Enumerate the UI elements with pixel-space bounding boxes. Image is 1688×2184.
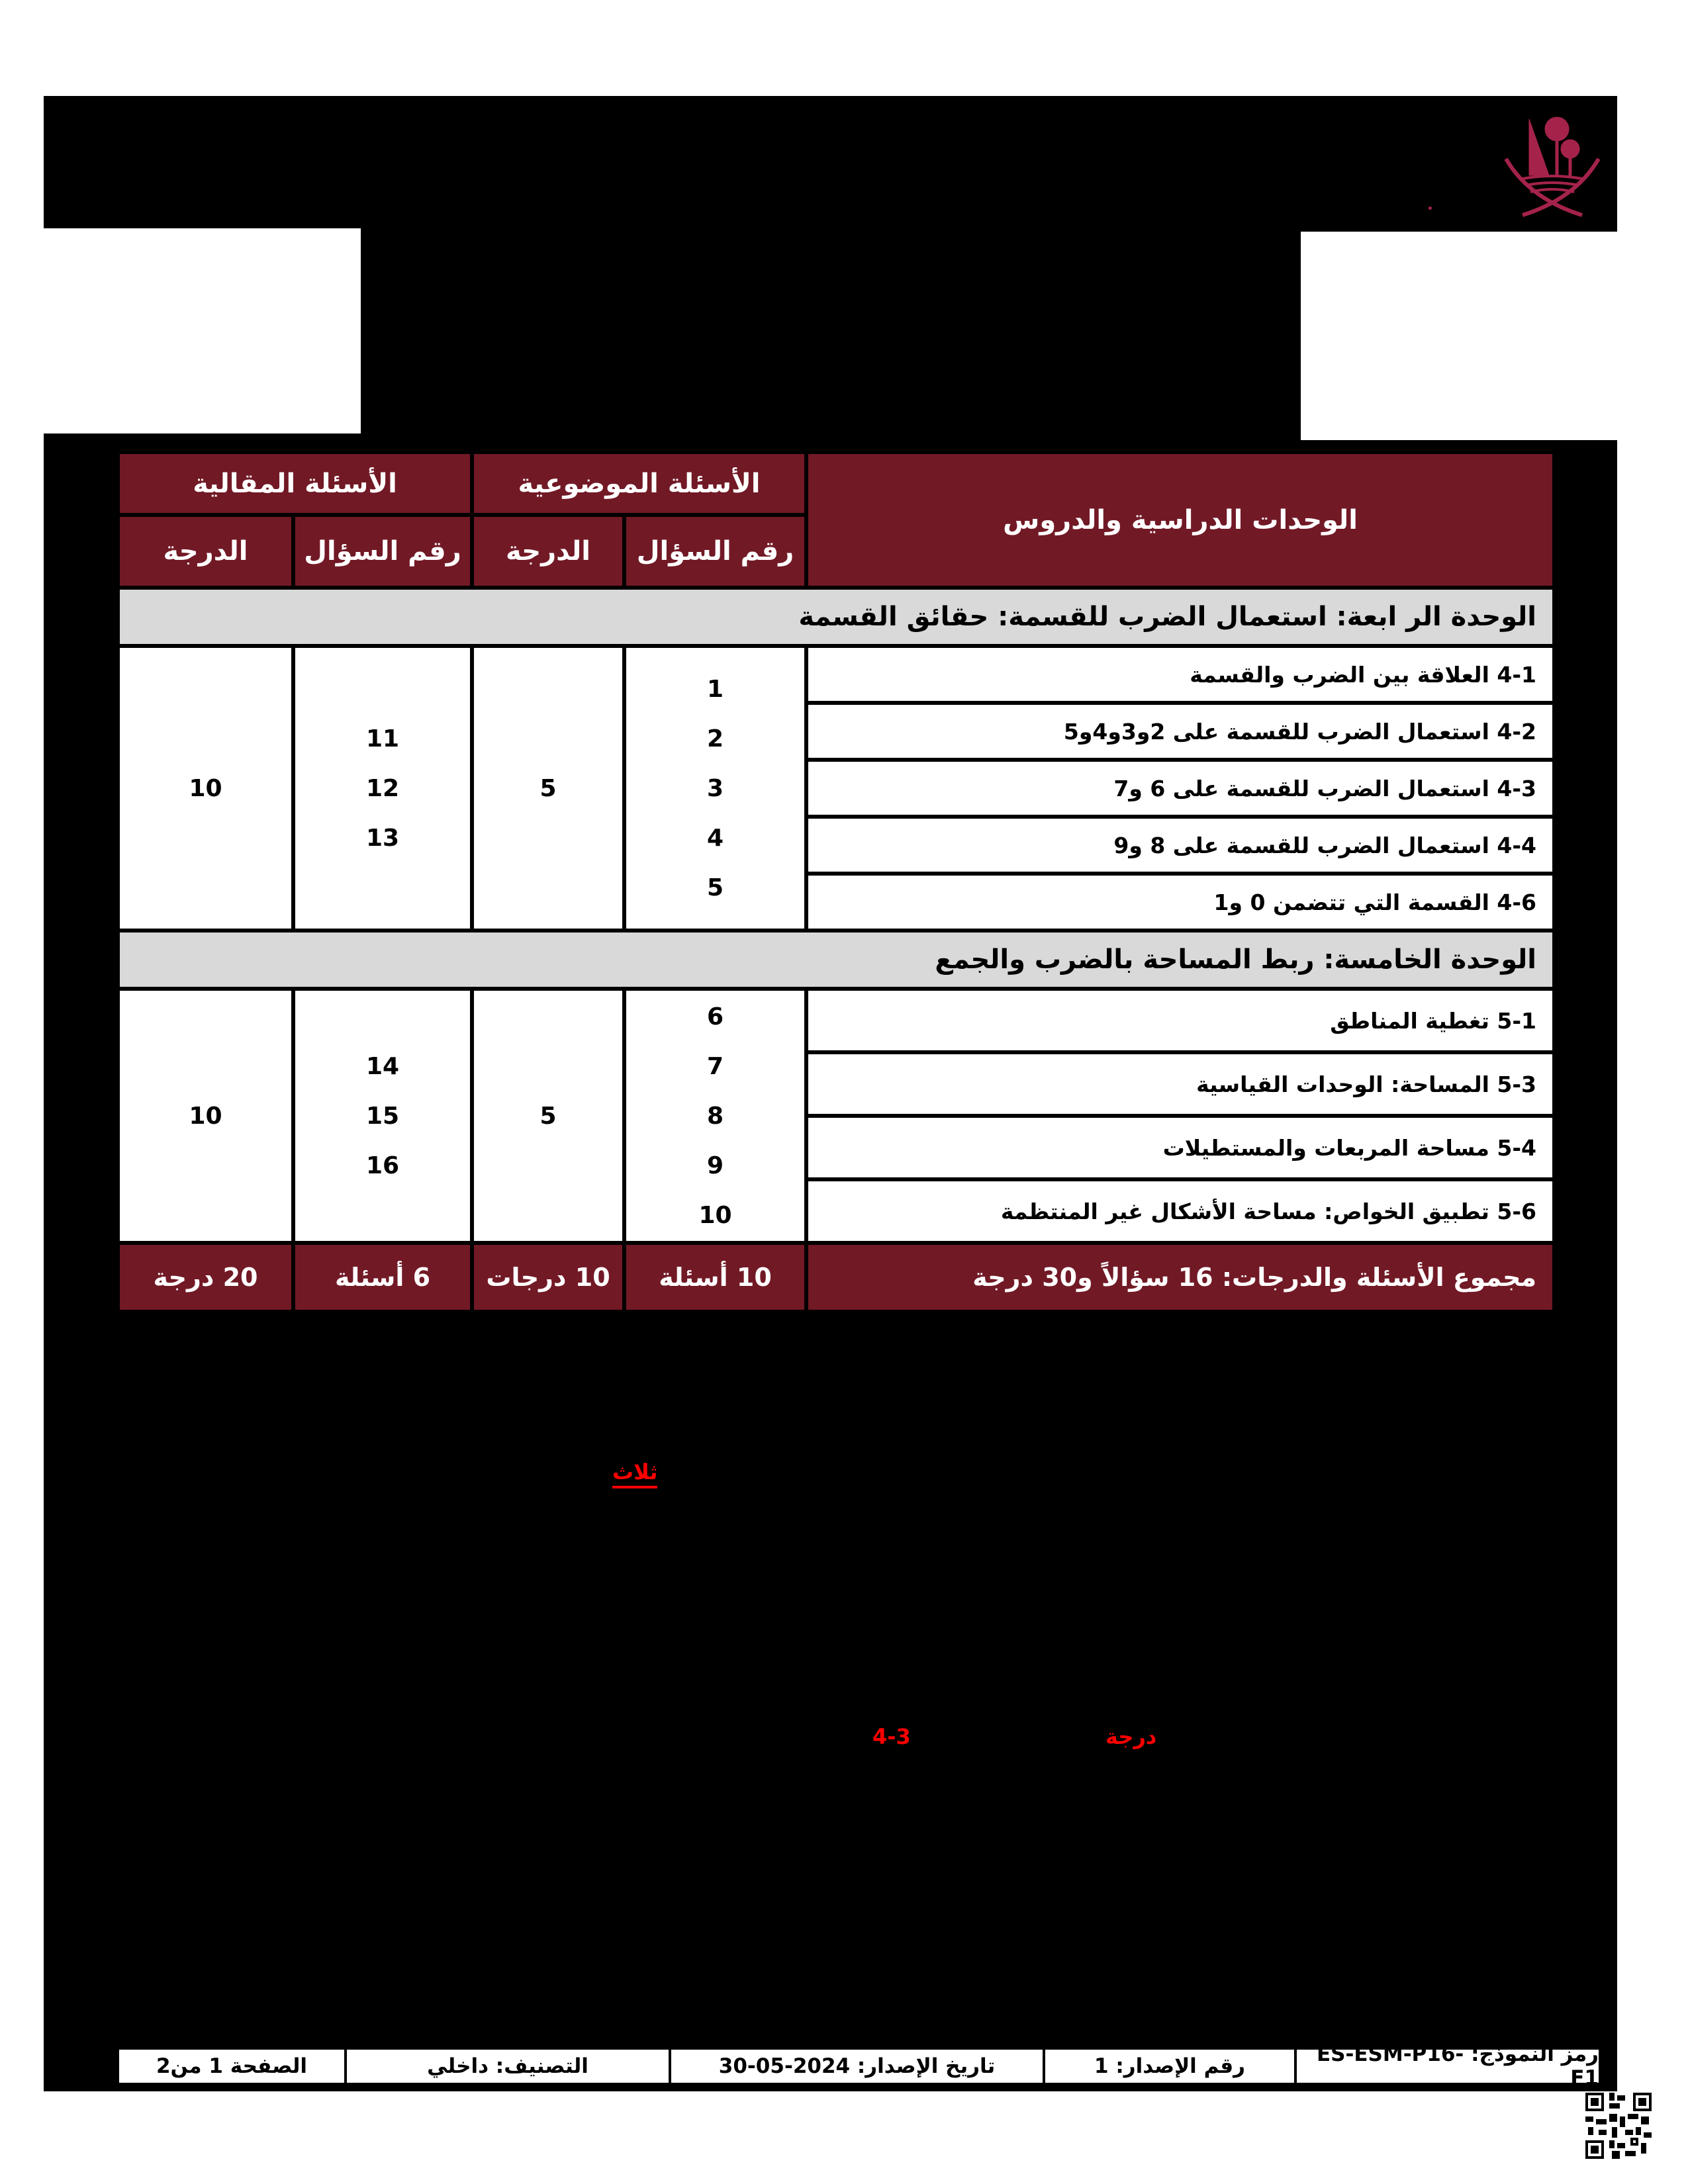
header-units-lessons: الوحدات الدراسية والدروس (806, 452, 1554, 588)
lesson-row: 5-4 مساحة المربعات والمستطيلات (806, 1116, 1554, 1179)
totals-essay-grade: 20 درجة (118, 1243, 293, 1312)
lesson-row: 4-3 استعمال الضرب للقسمة على 6 و7 (806, 760, 1554, 817)
exam-spec-table (116, 450, 1556, 1314)
red-annotation-word: ثلاث (612, 1459, 657, 1488)
unit-5-essay-qnums: 14 15 16 (293, 989, 472, 1243)
unit-4-objective-grade: 5 (472, 646, 624, 931)
lesson-row: 4-2 استعمال الضرب للقسمة على 2و3و4و5 (806, 703, 1554, 760)
footer-form-code: رمز النموذج: ES-ESM-P16-F1 (1294, 2050, 1599, 2083)
unit-5-title: الوحدة الخامسة: ربط المساحة بالضرب والجمع (118, 931, 1554, 989)
unit-4-objective-qnums: 1 2 3 4 5 (624, 646, 806, 931)
blank-box-right (1301, 232, 1617, 440)
totals-label: مجموع الأسئلة والدرجات: 16 سؤالاً و30 درجة (806, 1243, 1554, 1312)
unit-5-essay-grade: 10 (118, 989, 293, 1243)
header-objective-qnum: رقم السؤال (624, 515, 806, 588)
footer-issue-date: تاريخ الإصدار: 2024-05-30 (669, 2050, 1043, 2083)
header-essay-grade: الدرجة (118, 515, 293, 588)
totals-objective-grade: 10 درجات (472, 1243, 624, 1312)
unit-5-objective-qnums: 6 7 8 9 10 (624, 989, 806, 1243)
unit-5-objective-grade: 5 (472, 989, 624, 1243)
qr-code-icon[interactable] (1585, 2093, 1652, 2159)
header-objective-questions: الأسئلة الموضوعية (472, 452, 806, 515)
header-essay-questions: الأسئلة المقالية (118, 452, 472, 515)
unit-4-essay-grade: 10 (118, 646, 293, 931)
totals-essay-count: 6 أسئلة (293, 1243, 472, 1312)
qatar-emblem-icon (1503, 113, 1602, 218)
unit-4-essay-qnums: 11 12 13 (293, 646, 472, 931)
lesson-row: 4-4 استعمال الضرب للقسمة على 8 و9 (806, 817, 1554, 874)
lesson-row: 4-1 العلاقة بين الضرب والقسمة (806, 646, 1554, 703)
emblem-dot (1429, 206, 1432, 210)
footer-issue-number: رقم الإصدار: 1 (1043, 2050, 1294, 2083)
lesson-row: 5-1 تغطية المناطق (806, 989, 1554, 1052)
header-essay-qnum: رقم السؤال (293, 515, 472, 588)
redacted-header-band (44, 96, 1617, 228)
document-footer (116, 2042, 1602, 2090)
footer-page-number: الصفحة 1 من2 (156, 2054, 308, 2078)
red-annotation-grade-word: درجة (1105, 1724, 1157, 1749)
lesson-row: 5-3 المساحة: الوحدات القياسية (806, 1052, 1554, 1116)
footer-classification: التصنيف: داخلي (344, 2050, 669, 2083)
totals-objective-count: 10 أسئلة (624, 1243, 806, 1312)
lesson-row: 5-6 تطبيق الخواص: مساحة الأشكال غير المنتظمة (806, 1179, 1554, 1243)
lesson-row: 4-6 القسمة التي تتضمن 0 و1 (806, 874, 1554, 931)
red-annotation-lesson-ref: 4-3 (872, 1724, 911, 1749)
blank-box-left (44, 228, 361, 433)
header-objective-grade: الدرجة (472, 515, 624, 588)
unit-4-title: الوحدة الر ابعة: استعمال الضرب للقسمة: حقائق القسمة (118, 588, 1554, 646)
